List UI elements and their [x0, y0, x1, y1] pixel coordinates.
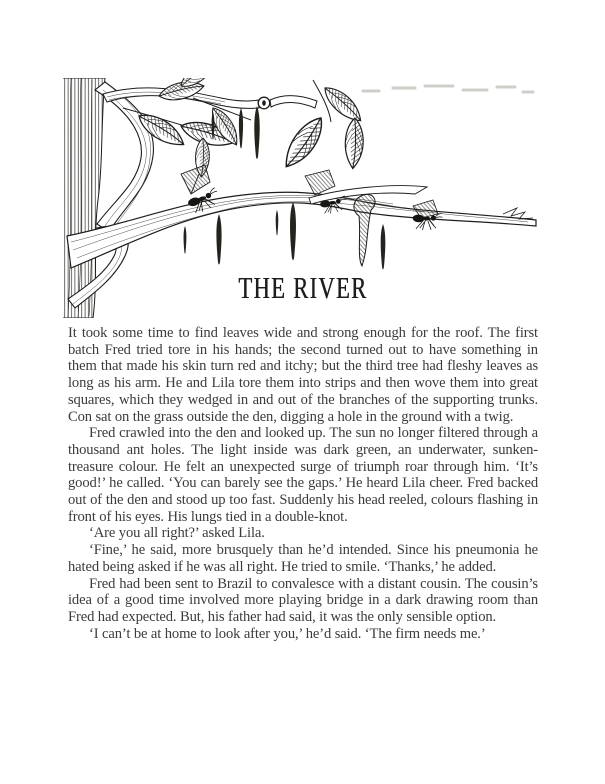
top-vine	[103, 88, 317, 109]
chapter-title-text: THE RIVER	[237, 270, 368, 306]
paragraph-5: Fred had been sent to Brazil to convalesce with a distant cousin. The cousin’s idea of a good time involved more playing bridge in a dark drawing room than Fred had expected. But, his father had said, it was the only sensible option.	[68, 575, 538, 625]
carried-leaf-piece	[181, 165, 210, 194]
paragraph-3: ‘Are you all right?’ asked Lila.	[89, 525, 265, 542]
main-branch	[67, 186, 536, 268]
paragraph-2: Fred crawled into the den and looked up. The sun no longer filtered through a thousand ant holes. The light inside was dark green, an underwater, sunken-treasure colour. He felt an unexpected surge of triumph roar through him. ‘It’s good!’ he called. ‘You can barely see the gaps.’ He heard Lila cheer. Fred backed out of the den and stood up too fast. Suddenly his head reeled, colours flashing in front of his eyes. His lungs tied in a double-knot.	[68, 425, 538, 525]
paragraph-1: It took some time to find leaves wide and strong enough for the roof. The first batch Fred tried tore in his hands; the second turned out to have something in them that made his skin turn red and itchy; but the third tree had fleshy leaves as long as his arm. He and Lila tore them into strips and then wove them into great squares, which they wedged in and out of the branches of the supporting trunks. Con sat on the grass outside the den, digging a hole in the ground with a twig.	[68, 325, 538, 425]
faint-smudges	[363, 86, 533, 92]
body-text	[68, 325, 538, 642]
paragraph-6: ‘I can’t be at home to look after you,’ he’d said. ‘The firm needs me.’	[89, 625, 486, 642]
paragraph-4: ‘Fine,’ he said, more brusquely than he’d intended. Since his pneumonia he hated being asked if he was all right. He tried to smile. ‘Thanks,’ he added.	[68, 542, 538, 575]
vine-curl	[354, 194, 375, 266]
carried-leaf-piece	[305, 170, 335, 195]
chapter-title	[0, 268, 605, 305]
